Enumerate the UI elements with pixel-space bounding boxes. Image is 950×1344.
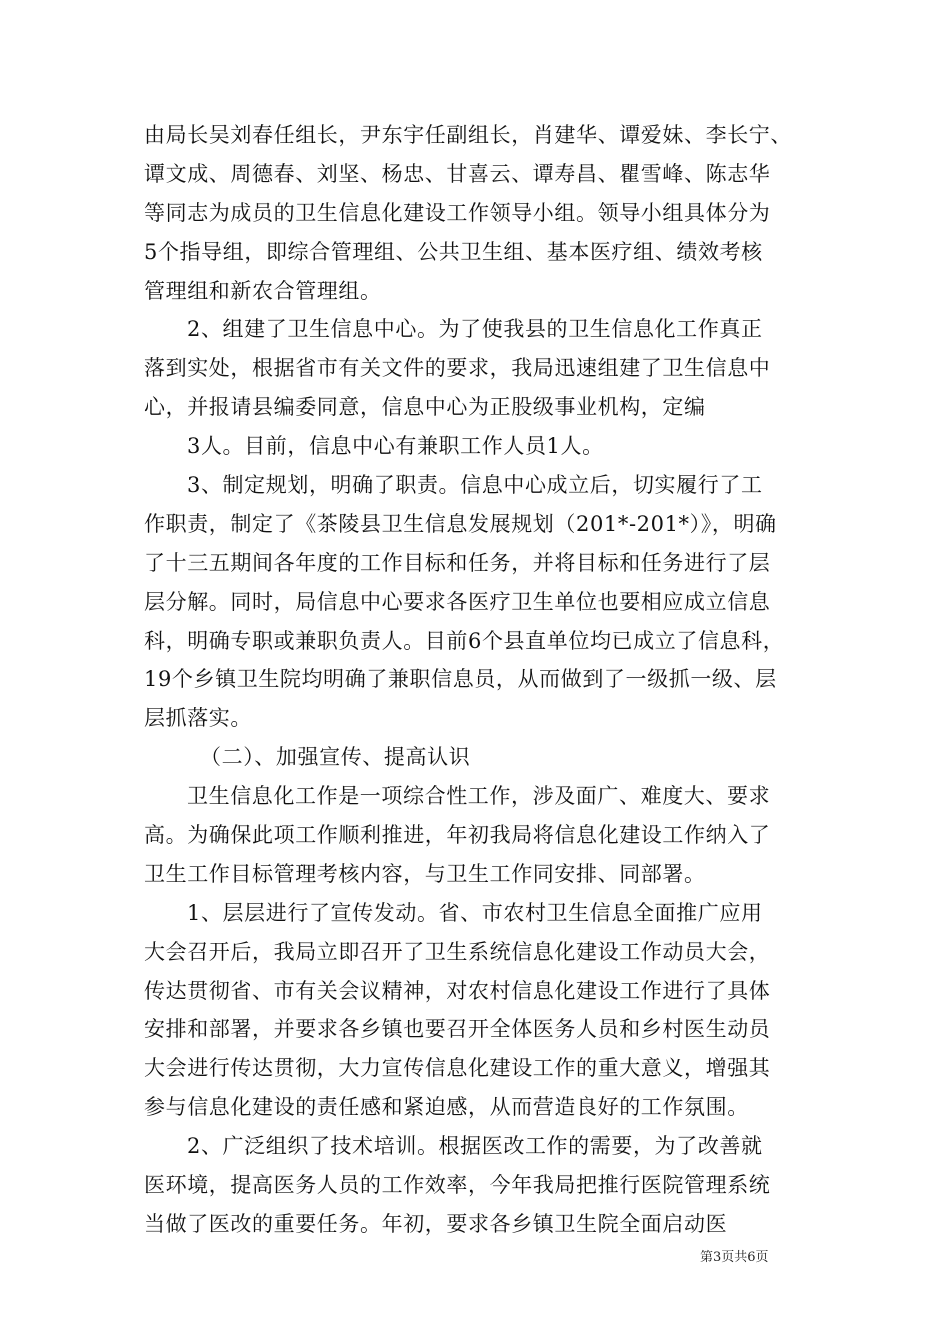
- text-line: 安排和部署，并要求各乡镇也要召开全体医务人员和乡村医生动员: [144, 1017, 771, 1042]
- text-line: 由局长吴刘春任组长，尹东宇任副组长，肖建华、谭爱妹、李长宁、: [144, 123, 792, 147]
- text-line: 5个指导组，即综合管理组、公共卫生组、基本医疗组、绩效考核: [144, 239, 763, 264]
- text-line: 当做了医改的重要任务。年初，要求各乡镇卫生院全面启动医: [144, 1211, 728, 1236]
- text-line: 卫生信息化工作是一项综合性工作，涉及面广、难度大、要求: [187, 784, 771, 809]
- page-number-footer: 第3页共6页: [700, 1250, 769, 1265]
- text-line: 参与信息化建设的责任感和紧迫感，从而营造良好的工作氛围。: [144, 1095, 749, 1120]
- text-line: 作职责，制定了《茶陵县卫生信息发展规划（201*-201*）》，明确: [144, 511, 777, 536]
- text-line: 高。为确保此项工作顺利推进，年初我局将信息化建设工作纳入了: [144, 823, 771, 848]
- text-line: 2、组建了卫生信息中心。为了使我县的卫生信息化工作真正: [187, 317, 763, 342]
- text-line: 了十三五期间各年度的工作目标和任务，并将目标和任务进行了层: [144, 550, 771, 575]
- text-line: 卫生工作目标管理考核内容，与卫生工作同安排、同部署。: [144, 861, 706, 886]
- text-line: 3、制定规划，明确了职责。信息中心成立后，切实履行了工: [187, 473, 763, 498]
- text-line: 层分解。同时，局信息中心要求各医疗卫生单位也要相应成立信息: [144, 589, 771, 614]
- text-line: 3人。目前，信息中心有兼职工作人员1人。: [187, 434, 604, 459]
- text-line: 层抓落实。: [144, 706, 252, 731]
- text-line: 大会进行传达贯彻，大力宣传信息化建设工作的重大意义，增强其: [144, 1056, 771, 1081]
- text-line: 心，并报请县编委同意，信息中心为正股级事业机构，定编: [144, 395, 706, 420]
- text-line: 谭文成、周德春、刘坚、杨忠、甘喜云、谭寿昌、瞿雪峰、陈志华: [144, 161, 771, 186]
- text-line: 管理组和新农合管理组。: [144, 278, 382, 303]
- text-line: 19个乡镇卫生院均明确了兼职信息员，从而做到了一级抓一级、层: [144, 667, 777, 692]
- body-text: [144, 116, 834, 1244]
- text-line: 传达贯彻省、市有关会议精神，对农村信息化建设工作进行了具体: [144, 978, 771, 1003]
- text-line: 2、广泛组织了技术培训。根据医改工作的需要，为了改善就: [187, 1134, 763, 1159]
- text-line: 等同志为成员的卫生信息化建设工作领导小组。领导小组具体分为: [144, 200, 771, 225]
- text-line: 1、层层进行了宣传发动。省、市农村卫生信息全面推广应用: [187, 900, 763, 925]
- text-line: 大会召开后，我局立即召开了卫生系统信息化建设工作动员大会，: [144, 939, 771, 964]
- text-line: 科，明确专职或兼职负责人。目前6个县直单位均已成立了信息科，: [144, 628, 785, 653]
- section-heading: （二）、加强宣传、提高认识: [200, 745, 471, 770]
- text-line: 落到实处，根据省市有关文件的要求，我局迅速组建了卫生信息中: [144, 356, 771, 381]
- text-line: 医环境，提高医务人员的工作效率，今年我局把推行医院管理系统: [144, 1173, 771, 1198]
